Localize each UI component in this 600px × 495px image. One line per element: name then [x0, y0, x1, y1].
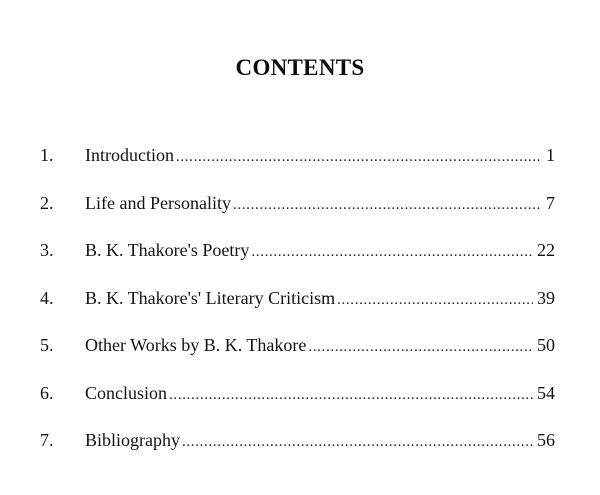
toc-entry-label: Conclusion: [85, 382, 168, 403]
toc-entry: [40, 141, 555, 189]
toc-entry-number: 1.: [40, 145, 54, 165]
toc-entry-row: [85, 379, 555, 409]
toc-entry: [40, 189, 555, 237]
toc-entry: [40, 236, 555, 284]
toc-entry-page: 54: [537, 382, 555, 403]
table-of-contents: [40, 141, 555, 474]
toc-entry-label: Life and Personality: [85, 192, 231, 213]
toc-entry-row: [85, 236, 555, 266]
dot-leader: [182, 428, 533, 456]
dot-leader: [176, 143, 542, 171]
dot-leader: [233, 191, 542, 219]
toc-entry-row: [85, 189, 555, 219]
toc-entry-page: 1: [546, 145, 555, 165]
dot-leader: [337, 286, 533, 314]
toc-entry: [40, 284, 555, 332]
toc-entry-page: 39: [537, 287, 555, 308]
page-title: CONTENTS: [235, 55, 365, 80]
dot-leader: [308, 333, 533, 361]
toc-entry-page: 7: [546, 192, 555, 213]
toc-entry-label: B. K. Thakore's Poetry: [85, 240, 250, 260]
toc-entry-label: Bibliography: [85, 430, 180, 450]
dot-leader: [169, 381, 533, 409]
toc-entry-number: 2.: [40, 192, 54, 213]
toc-entry-page: 22: [537, 240, 555, 260]
toc-entry-row: [85, 141, 555, 171]
toc-entry-number: 5.: [40, 335, 54, 355]
toc-entry: [40, 426, 555, 474]
toc-entry-number: 4.: [40, 287, 54, 308]
toc-entry: [40, 331, 555, 379]
toc-entry: [40, 379, 555, 427]
toc-entry-row: [85, 426, 555, 456]
toc-entry-row: [85, 284, 555, 314]
toc-entry-page: 50: [537, 335, 555, 355]
toc-entry-row: [85, 331, 555, 361]
toc-entry-page: 56: [537, 430, 555, 450]
toc-entry-label: Other Works by B. K. Thakore: [85, 335, 307, 355]
toc-entry-label: B. K. Thakore's' Literary Criticism: [85, 287, 336, 308]
dot-leader: [251, 238, 533, 266]
toc-entry-label: Introduction: [85, 145, 174, 165]
toc-entry-number: 7.: [40, 430, 54, 450]
toc-entry-number: 3.: [40, 240, 54, 260]
toc-entry-number: 6.: [40, 382, 54, 403]
